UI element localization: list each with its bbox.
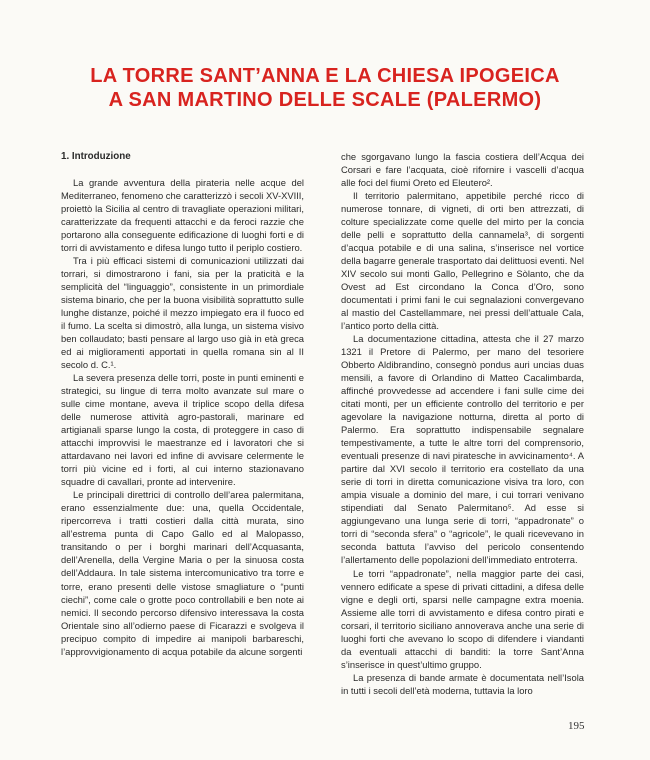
paragraph: La presenza di bande armate è documentata nell’Isola in tutti i secoli dell’età moderna, tuttavia la loro — [341, 671, 584, 696]
paragraph: Il territorio palermitano, appetibile perché ricco di numerose tonnare, di vigneti, di orti ben attrezzati, di colture specializzate come quelle del mirto per la concia delle pelli e soprattutto della cannamela³, di sorgenti d’acqua potabile e di una salina, s’inserisce nel vortice della bagarre generale trasportato dai delittuosi eventi. Nel XIV secolo sui monti Gallo, Pellegrino e Sòlanto, che da Ovest ad Est circondano la Conca d’Oro, sono documentati i primi fani le cui segnalazioni convergevano al mastio del Castellammare, nei pressi dell’attuale Cala, l’antico porto della città. — [341, 190, 584, 332]
paragraph: La severa presenza delle torri, poste in punti eminenti e strategici, su lingue di terra molto avanzate sul mare o sulle cime montane, aveva il triplice scopo della difesa delle numerose attività agro-pastorali, marinare ed artigianali sparse lungo la costa, di proteggere in caso di attacchi improvvisi le maestranze ed i lavoratori che si attardavano nei lavori ed infine di avvisare celermente le torri più vicine ed i forti, al cui interno stazionavano squadre di cavallari, pronte ad intervenire. — [61, 372, 304, 488]
paragraph: La documentazione cittadina, attesta che il 27 marzo 1321 il Pretore di Palermo, per mano del tesoriere Obberto Aldibrandino, consegnò pondus auri uncias duas mensili, a favore di Orlandino di Matteo Cacalimbarda, affinché provvedesse ad accendere i fani sulle cime dei citati monti, per un efficiente controllo del territorio e per agevolare la navigazione notturna, diretta al porto di Palermo. Era soprattutto indispensabile segnalare tempestivamente, a tutte le altre torri del comprensorio, eventuali presenze di navi piratesche in avvicinamento⁴. A partire dal XVI secolo il territorio era costellato da una serie di torri in diretta comunicazione visiva tra loro, con ampia visuale a dominio del mare, i cui torrari venivano stipendiati dal Senato Palermitano⁵. Ad esse si aggiungevano una lunga serie di torri, “appadronate” o torri di “seconda sfera” o “agricole”, le quali ricevevano in seconda battuta l’avviso del pericolo consentendo l’allertamento delle popolazioni dell’immediato entroterra. — [341, 333, 584, 566]
left-column — [61, 150, 304, 658]
paragraph: La grande avventura della pirateria nelle acque del Mediterraneo, fenomeno che caratterizzò i secoli XV-XVIII, proiettò la Sicilia al centro di travagliate operazioni militari, caratterizzate da frequenti attacchi e da feroci razzie che portarono alla conseguente edificazione di luoghi forti e di torri di avvistamento e difesa lungo tutto il periplo costiero. — [61, 177, 304, 254]
paragraph: Le torri “appadronate”, nella maggior parte dei casi, vennero edificate a spese di privati cittadini, a difesa delle vigne e degli orti, sparsi nelle campagne extra moenia. Assieme alle torri di avvistamento e difesa contro pirati e corsari, il territorio siciliano annoverava anche una serie di luoghi forti che avevano lo scopo di difendere i viandanti da eventuali attacchi di banditi: la torre Sant’Anna s’inserisce in quest’ultimo gruppo. — [341, 567, 584, 670]
paragraph: che sgorgavano lungo la fascia costiera dell’Acqua dei Corsari e fare l’acquata, cioè rifornire i vascelli d’acqua alle foci del fiumi Oreto ed Eleutero². — [341, 151, 584, 189]
paragraph: Le principali direttrici di controllo dell’area palermitana, erano essenzialmente due: una, quella Occidentale, ripercorreva i tratti costieri dalla città murata, sino all’estrema punta di Capo Gallo ed al Malopasso, transitando o per i borghi marinari dell’Acquasanta, dell’Arenella, della Vergine Maria o per la sinuosa costa dell’Addaura. In tale sistema intercomunicativo tra torre e torre, erano presenti delle vistose smagliature o “punti ciechi”, come cale o grotte poco controllabili e ben note ai nemici. Il secondo percorso difensivo interessava la costa Orientale sino all’odierno paese di Ficarazzi e svolgeva il precipuo compito di impedire ai manipoli barbareschi, l’approvvigionamento di acqua potabile da alcune sorgenti — [61, 489, 304, 657]
right-column — [341, 150, 584, 697]
section-heading: 1. Introduzione — [61, 151, 131, 162]
title-line-2: A SAN MARTINO DELLE SCALE (PALERMO) — [108, 89, 542, 111]
page-number: 195 — [568, 720, 585, 732]
article-title — [40, 64, 610, 112]
title-line-1: LA TORRE SANT’ANNA E LA CHIESA IPOGEICA — [90, 65, 560, 87]
paragraph: Tra i più efficaci sistemi di comunicazioni utilizzati dai torrari, si dimostrarono i fani, sia per la praticità e la semplicità del “linguaggio”, consistente in un primordiale sistema binario, che per la buona visibilità soprattutto sulle lunghe distanze, poiché il mezzo impiegato era il fuoco ed il fumo. La scelta si dimostrò, alla lunga, un sistema visivo ben collaudato; basti pensare al largo uso già in età greca ed ai miglioramenti apportati in quella romana sin al II secolo d. C.¹. — [61, 255, 304, 371]
